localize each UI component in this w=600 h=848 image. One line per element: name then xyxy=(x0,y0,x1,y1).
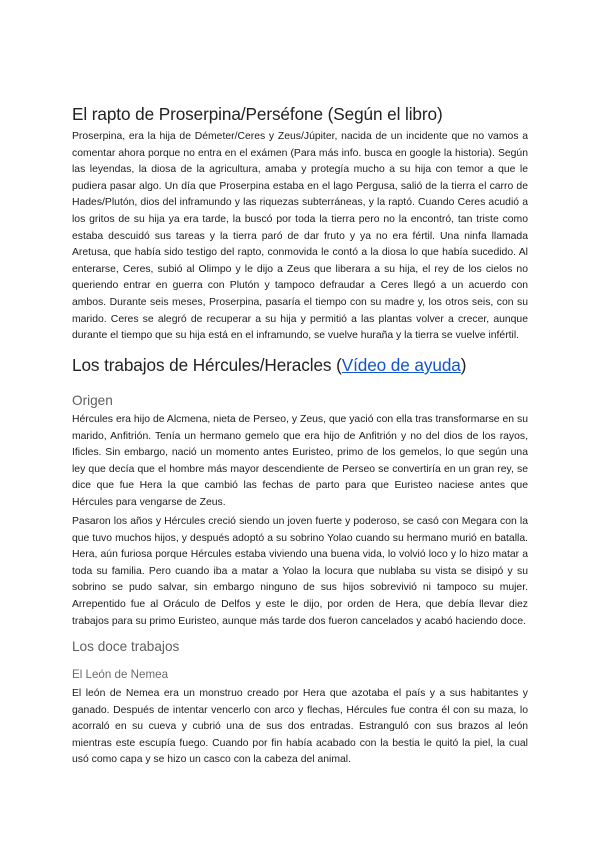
heading-doce-trabajos: Los doce trabajos xyxy=(72,639,180,654)
heading-trabajos-suffix: ) xyxy=(460,355,467,375)
paragraph-rapto: Proserpina, era la hija de Démeter/Ceres y Zeus/Júpiter, nacida de un incidente que no vamos a comentar ahora porque no entra en el exámen (Para más info. busca en google la historia). Según las leyendas, la diosa de la agricultura, amaba y protegía mucho a su hija con temor a que le pudiera pasar algo. Un día que Proserpina estaba en el lago Pergusa, salió de la tierra el carro de Hades/Plutón, dios del inframundo y las riquezas subterráneas, y la raptó. Cuando Ceres acudió a los gritos de su hija ya era tarde, la buscó por toda la tierra pero no la encontró, tan triste como estaba descuidó sus tareas y la tierra paró de dar fruto y ya no era fértil. Una ninfa llamada Aretusa, que había sido testigo del rapto, conmovida le contó a la diosa lo que había sucedido. Al enterarse, Ceres, subió al Olimpo y le dijo a Zeus que liberara a su hija, el rey de los cielos no queriendo entrar en guerra con Plutón y tampoco defraudar a Ceres llegó a un acuerdo con ambos. Durante seis meses, Proserpina, pasaría el tiempo con su madre y, los otros seis, con su marido. Ceres se alegró de recuperar a su hija y permitió a las plantas volver a crecer, aunque durante el tiempo que su hija está en el inframundo, se vuelve huraña y la tierra se vuelve infértil. xyxy=(72,131,528,342)
heading-rapto-proserpina: El rapto de Proserpina/Perséfone (Según el libro) xyxy=(72,104,443,124)
paragraph-origen-1: Hércules era hijo de Alcmena, nieta de Perseo, y Zeus, que yació con ella tras transformarse en su marido, Anfitrión. Tenía un hermano gemelo que era hijo de Anfitrión y no del dios de los rayos, Ificles. Sin embargo, nació un momento antes Euristeo, primo de los gemelos, lo que según una ley que decía que el hombre más mayor descendiente de Perseo se convertiría en un gran rey, se dice que fue Hera la que cambió las fechas de parto para que Euristeo naciese antes que Hércules para vengarse de Zeus. xyxy=(72,414,528,508)
paragraph-leon-nemea: El león de Nemea era un monstruo creado por Hera que azotaba el país y a sus habitantes y ganado. Después de intentar vencerlo con arco y flechas, Hércules fue contra él con su maza, lo acorraló en su cueva y cubrió una de sus dos entradas. Estranguló con sus brazos al león mientras este escupía fuego. Cuando por fin había acabado con la bestia le quitó la piel, la cual usó como capa y se hizo un casco con la cabeza del animal. xyxy=(72,688,528,766)
heading-origen: Origen xyxy=(72,393,113,408)
video-ayuda-link[interactable]: Vídeo de ayuda xyxy=(341,355,461,375)
heading-leon-nemea: El León de Nemea xyxy=(72,668,169,681)
heading-trabajos-text: Los trabajos de Hércules/Heracles ( xyxy=(72,355,342,375)
heading-trabajos-hercules xyxy=(72,355,466,375)
paragraph-origen-2: Pasaron los años y Hércules creció siendo un joven fuerte y poderoso, se casó con Megara con la que tuvo muchos hijos, y después adoptó a su sobrino Yolao cuando su hermano murió en batalla. Hera, aún furiosa porque Hércules estaba viviendo una buena vida, lo volvió loco y lo hizo matar a toda su familia. Pero cuando iba a matar a Yolao la locura que nublaba su vista se disipó y su sobrino se pudo salvar, sin embargo ninguno de sus hijos sobrevivió ni tampoco su mujer. Arrepentido fue al Oráculo de Delfos y este le dijo, por orden de Hera, que debía llevar diez trabajos para su primo Euristeo, aunque más tarde dos fueron cancelados y acabó haciendo doce. xyxy=(72,516,528,627)
